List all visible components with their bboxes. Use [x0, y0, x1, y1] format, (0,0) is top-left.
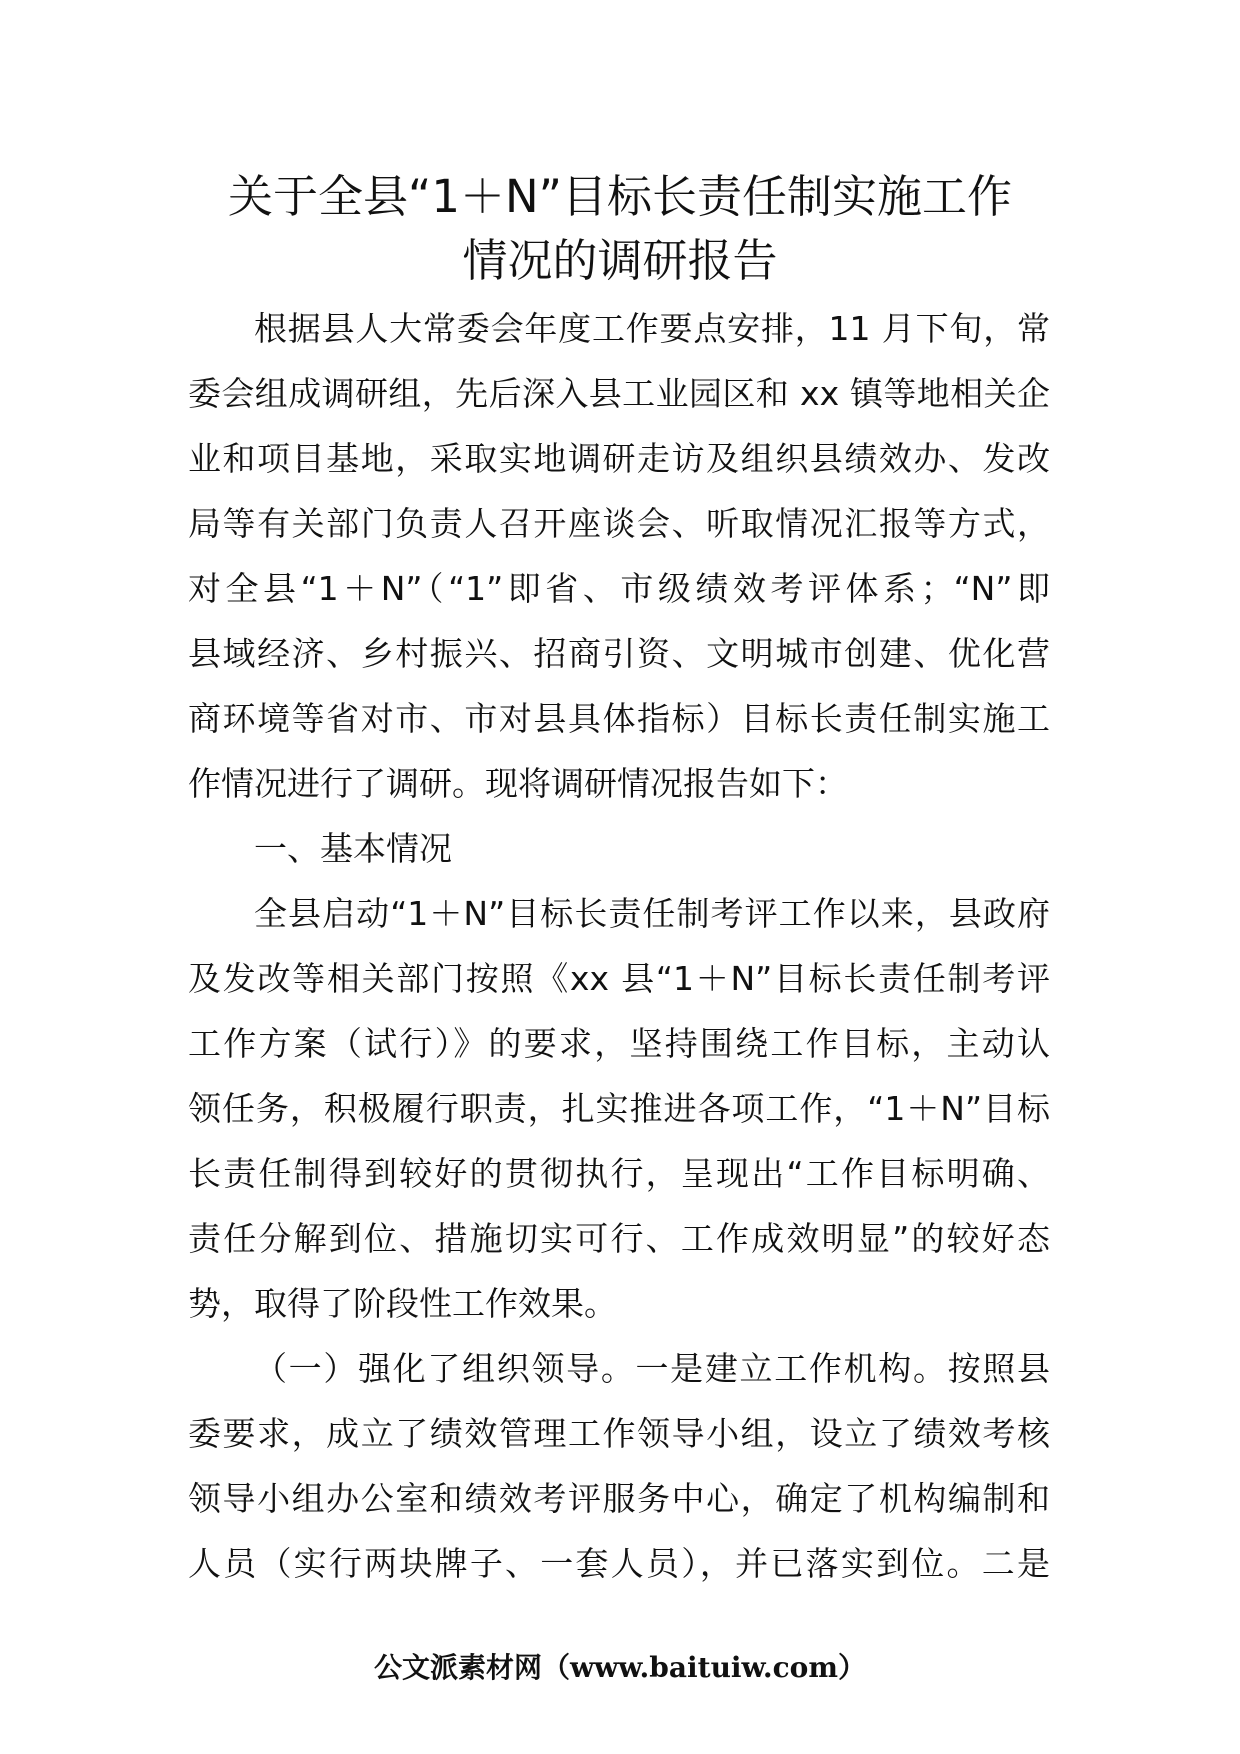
- text-line: 对全县“1＋N”（“1”即省、市级绩效考评体系；“N”即: [188, 569, 1050, 608]
- text-line: 责任分解到位、措施切实可行、工作成效明显”的较好态: [188, 1219, 1050, 1258]
- title-line-1: 关于全县“1＋N”目标长责任制实施工作: [228, 170, 1012, 223]
- text-line: 全县启动“1＋N”目标长责任制考评工作以来，县政府: [254, 894, 1050, 933]
- text-line: 县域经济、乡村振兴、招商引资、文明城市创建、优化营: [188, 634, 1050, 673]
- footer-watermark: 公文派素材网（www.baituiw.com）: [374, 1651, 866, 1684]
- text-line: 及发改等相关部门按照《xx 县“1＋N”目标长责任制考评: [188, 959, 1050, 998]
- text-line: 根据县人大常委会年度工作要点安排，11 月下旬，常: [254, 309, 1050, 348]
- paragraph-overview: [188, 881, 1050, 1336]
- text-line: （一）强化了组织领导。一是建立工作机构。按照县: [254, 1349, 1050, 1388]
- document-body: [188, 296, 1050, 1596]
- text-line: 业和项目基地，采取实地调研走访及组织县绩效办、发改: [188, 439, 1050, 478]
- paragraph-organization: [188, 1336, 1050, 1596]
- text-line: 长责任制得到较好的贯彻执行，呈现出“工作目标明确、: [188, 1154, 1050, 1193]
- text-line: 委会组成调研组，先后深入县工业园区和 xx 镇等地相关企: [188, 374, 1050, 413]
- heading-basic-situation: 一、基本情况: [254, 829, 452, 868]
- text-line: 工作方案（试行）》的要求，坚持围绕工作目标，主动认: [188, 1024, 1050, 1063]
- text-line: 人员（实行两块牌子、一套人员），并已落实到位。二是: [188, 1544, 1050, 1583]
- text-line: 领导小组办公室和绩效考评服务中心，确定了机构编制和: [188, 1479, 1050, 1518]
- text-line: 领任务，积极履行职责，扎实推进各项工作，“1＋N”目标: [188, 1089, 1050, 1128]
- text-line: 势，取得了阶段性工作效果。: [188, 1284, 617, 1323]
- text-line: 商环境等省对市、市对县具体指标）目标长责任制实施工: [188, 699, 1050, 738]
- text-line: 局等有关部门负责人召开座谈会、听取情况汇报等方式，: [188, 504, 1050, 543]
- title-line-2: 情况的调研报告: [462, 234, 778, 287]
- section-heading: [188, 816, 1050, 881]
- document-title: [150, 165, 1090, 293]
- paragraph-intro: [188, 296, 1050, 816]
- text-line: 委要求，成立了绩效管理工作领导小组，设立了绩效考核: [188, 1414, 1050, 1453]
- text-line: 作情况进行了调研。现将调研情况报告如下：: [188, 764, 848, 803]
